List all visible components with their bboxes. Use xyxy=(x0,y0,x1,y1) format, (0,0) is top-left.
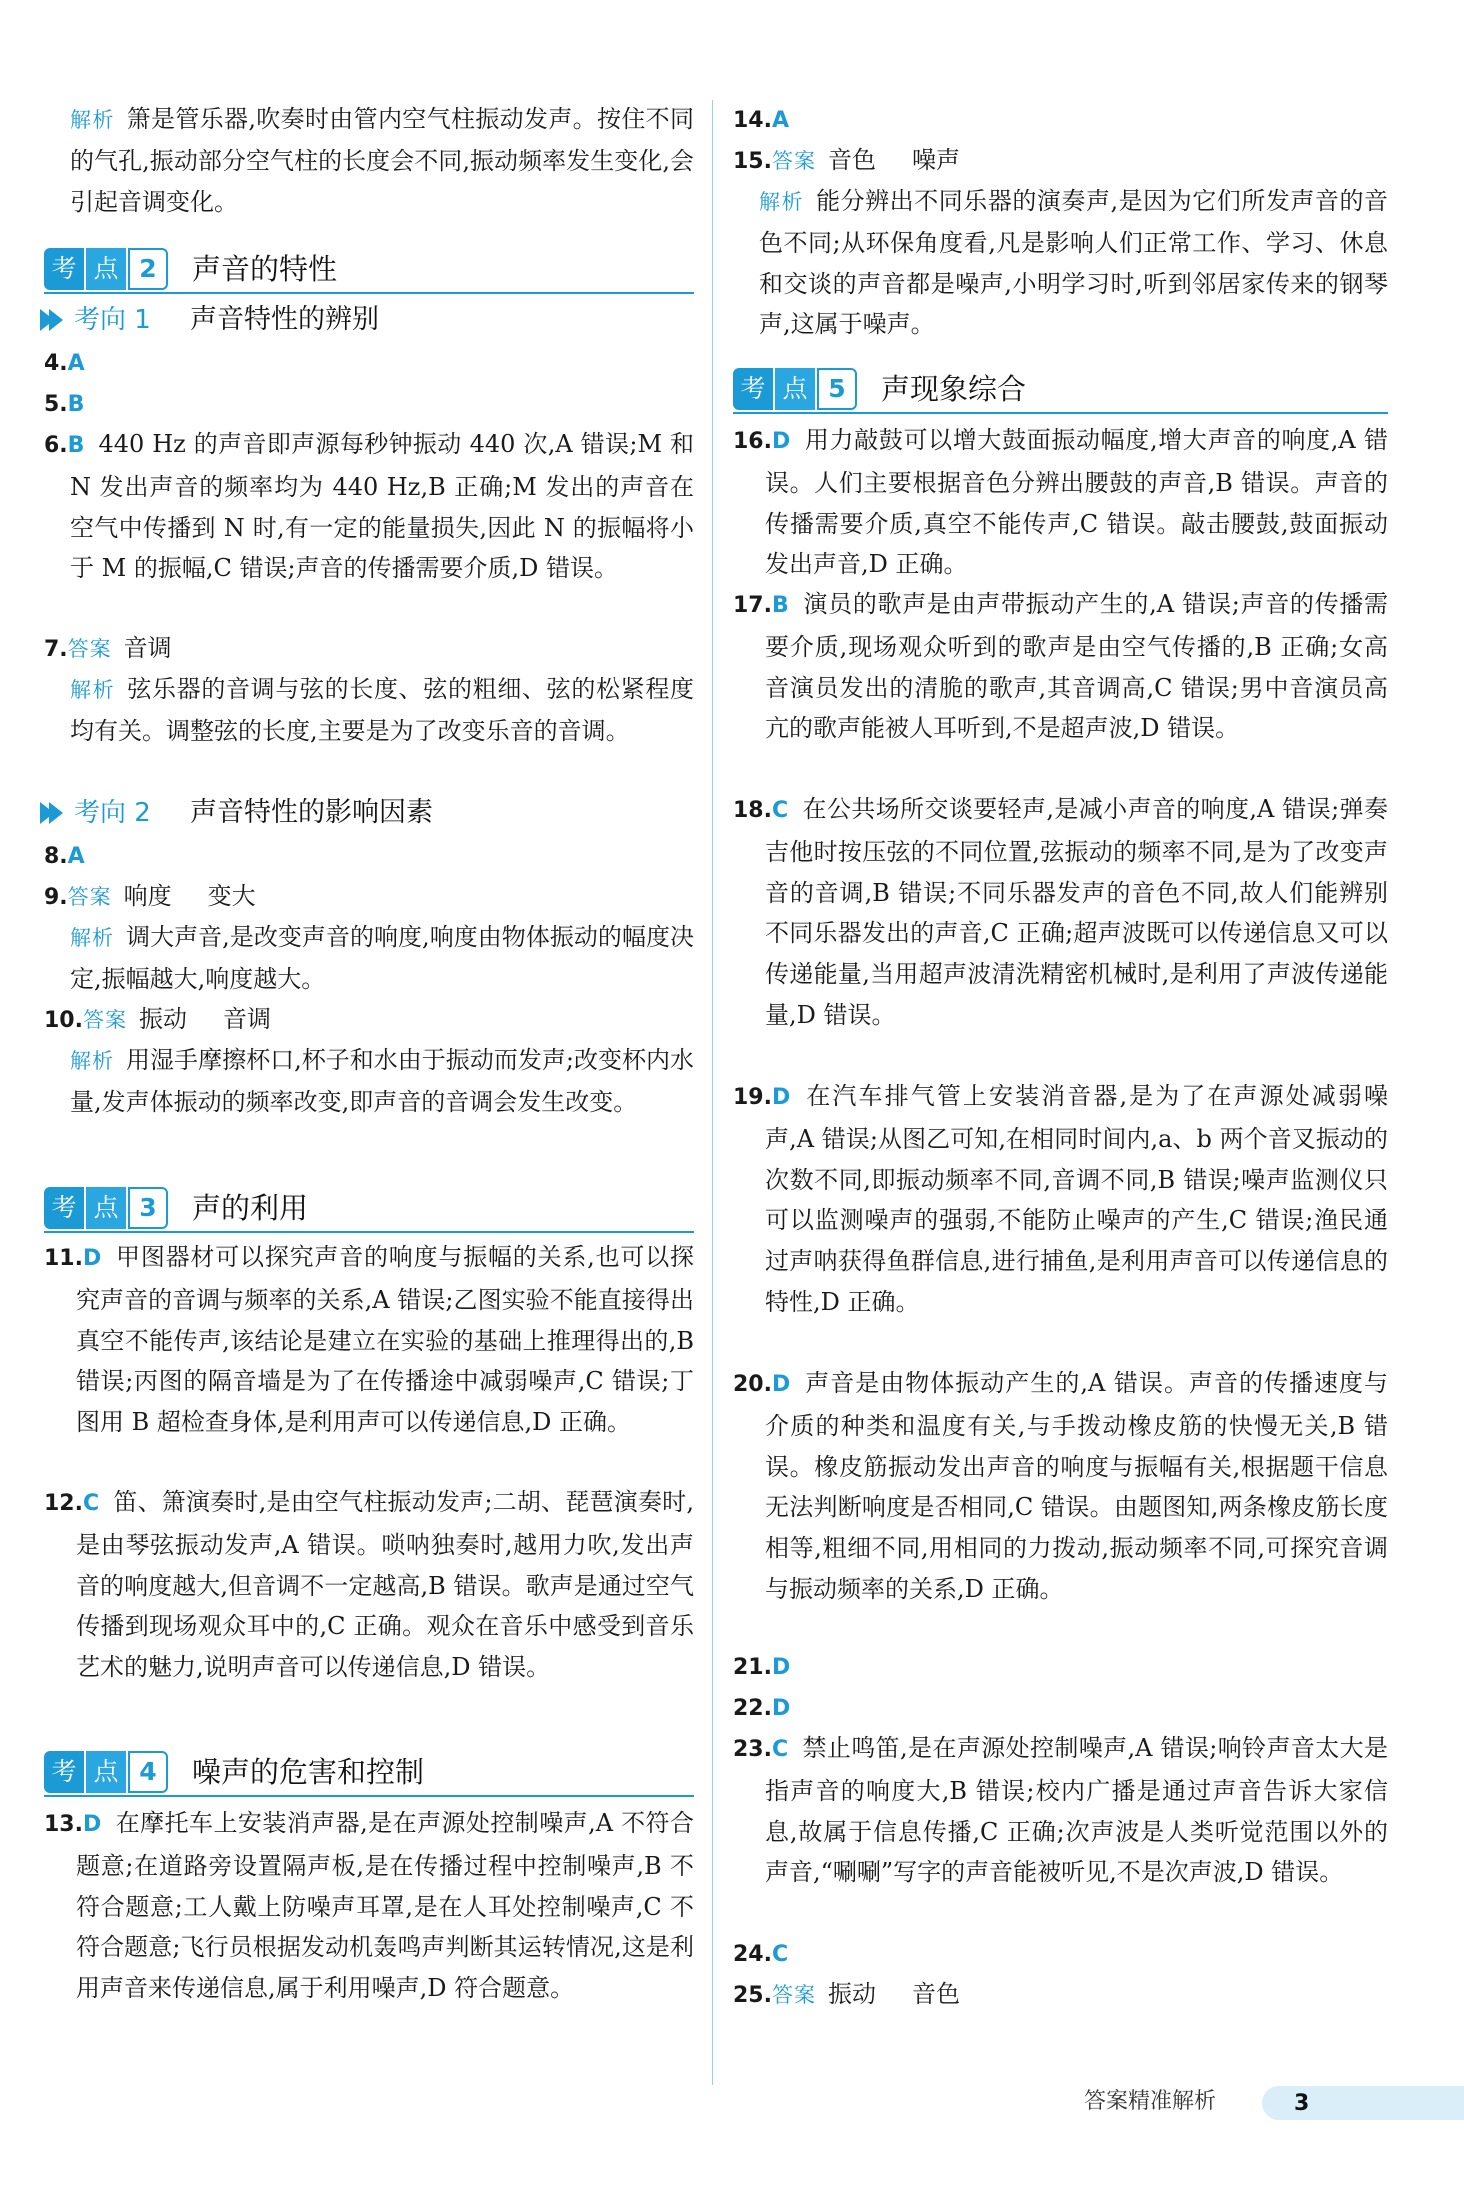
footer-title: 答案精准解析 xyxy=(1084,2089,1217,2114)
explanation-text: 解析 箫是管乐器,吹奏时由管内空气柱振动发声。按住不同的气孔,振动部分空气柱的长度会不同,振动频率发生变化,会引起音调变化。 xyxy=(70,105,694,216)
answer-item: 23.C 禁止鸣笛,是在声源处控制噪声,A 错误;响铃声音太大是指声音的响度大,B 错误;校内广播是通过声音告诉大家信息,故属于信息传播,C 正确;次声波是人类听觉范围以外的声音,“唰唰”写字的声音能被听见,不是次声波,D 错误。 xyxy=(733,1734,1388,1887)
section-title: 噪声的危害和控制 xyxy=(192,1755,425,1789)
section-badge: 考 点 2 xyxy=(44,248,168,290)
answer-item: 14.A xyxy=(733,108,790,133)
answer-item: 9.答案 响度 变大 xyxy=(44,882,256,910)
answer-item: 5.B xyxy=(44,392,85,417)
answer-item: 6.B 440 Hz 的声音即声源每秒钟振动 440 次,A 错误;M 和 N 发出声音的频率均为 440 Hz,B 正确;M 发出的声音在空气中传播到 N 时,有一定的能量损失,因此 N 的振幅将小于 M 的振幅,C 错误;声音的传播需要介质,D 错误。 xyxy=(44,430,694,583)
page-number-bar xyxy=(1262,2086,1464,2120)
section-rule xyxy=(44,1795,694,1797)
section-title: 声现象综合 xyxy=(881,372,1027,406)
section-badge: 考 点 3 xyxy=(44,1187,168,1229)
answer-item: 21.D xyxy=(733,1655,791,1680)
column-divider xyxy=(712,100,713,2085)
section-badge: 考 点 4 xyxy=(44,1751,168,1793)
q3-explanation xyxy=(44,99,694,222)
subsection-1-header: 考向 1 声音特性的辨别 xyxy=(40,300,694,340)
section-title: 声的利用 xyxy=(192,1191,309,1225)
answer-item: 13.D 在摩托车上安装消声器,是在声源处控制噪声,A 不符合题意;在道路旁设置隔声板,是在传播过程中控制噪声,B 不符合题意;工人戴上防噪声耳罩,是在人耳处控制噪声,C 不符合题意;飞行员根据发动机轰鸣声判断其运转情况,这是利用声音来传递信息,属于利用噪声,D 符合题意。 xyxy=(44,1809,694,2003)
answer-item: 18.C 在公共场所交谈要轻声,是减小声音的响度,A 错误;弹奏吉他时按压弦的不同位置,弦振动的频率不同,是为了改变声音的音调,B 错误;不同乐器发声的音色不同,故人们能辨别不同乐器发出的声音,C 正确;超声波既可以传递信息又可以传递能量,当用超声波清洗精密机械时,是利用了声波传递能量,D 错误。 xyxy=(733,795,1388,1029)
explanation: 解析 能分辨出不同乐器的演奏声,是因为它们所发声音的音色不同;从环保角度看,凡是影响人们正常工作、学习、休息和交谈的声音都是噪声,小明学习时,听到邻居家传来的钢琴声,这属于噪声。 xyxy=(759,187,1388,339)
section-5-header xyxy=(733,364,1388,416)
section-4-header xyxy=(44,1747,694,1799)
section-2-header xyxy=(44,244,694,296)
page-number: 3 xyxy=(1294,2091,1310,2116)
answer-item: 19.D 在汽车排气管上安装消音器,是为了在声源处减弱噪声,A 错误;从图乙可知,在相同时间内,a、b 两个音叉振动的次数不同,即振动频率不同,音调不同,B 错误;噪声监测仪只可以监测噪声的强弱,不能防止噪声的产生,C 错误;渔民通过声呐获得鱼群信息,进行捕鱼,是利用声音可以传递信息的特性,D 正确。 xyxy=(733,1082,1388,1316)
section-title: 声音的特性 xyxy=(192,252,338,286)
answer-item: 20.D 声音是由物体振动产生的,A 错误。声音的传播速度与介质的种类和温度有关,与手拨动橡皮筋的快慢无关,B 错误。橡皮筋振动发出声音的响度与振幅有关,根据题干信息无法判断响度是否相同,C 错误。由题图知,两条橡皮筋长度相等,粗细不同,用相同的力拨动,振动频率不同,可探究音调与振动频率的关系,D 正确。 xyxy=(733,1369,1388,1603)
explanation: 解析 用湿手摩擦杯口,杯子和水由于振动而发声;改变杯内水量,发声体振动的频率改变,即声音的音调会发生改变。 xyxy=(70,1046,695,1116)
section-3-header xyxy=(44,1183,694,1235)
explanation: 解析 弦乐器的音调与弦的长度、弦的粗细、弦的松紧程度均有关。调整弦的长度,主要是为了改变乐音的音调。 xyxy=(70,675,695,745)
answer-item: 16.D 用力敲鼓可以增大鼓面振动幅度,增大声音的响度,A 错误。人们主要根据音色分辨出腰鼓的声音,B 错误。声音的传播需要介质,真空不能传声,C 错误。敲击腰鼓,鼓面振动发出声音,D 正确。 xyxy=(733,426,1388,579)
answer-item: 22.D xyxy=(733,1696,791,1721)
answer-item: 7.答案 音调 xyxy=(44,634,172,662)
answer-item: 12.C 笛、箫演奏时,是由空气柱振动发声;二胡、琵琶演奏时,是由琴弦振动发声,A 错误。唢呐独奏时,越用力吹,发出声音的响度越大,但音调不一定越高,B 错误。歌声是通过空气传播到现场观众耳中的,C 正确。观众在音乐中感受到音乐艺术的魅力,说明声音可以传递信息,D 错误。 xyxy=(44,1488,694,1682)
answer-item: 8.A xyxy=(44,844,85,869)
explanation: 解析 调大声音,是改变声音的响度,响度由物体振动的幅度决定,振幅越大,响度越大。 xyxy=(70,923,694,993)
subsection-2-header: 考向 2 声音特性的影响因素 xyxy=(40,793,694,833)
answer-item: 17.B 演员的歌声是由声带振动产生的,A 错误;声音的传播需要介质,现场观众听到的歌声是由空气传播的,B 正确;女高音演员发出的清脆的歌声,其音调高,C 错误;男中音演员高亢的歌声能被人耳听到,不是超声波,D 错误。 xyxy=(733,590,1388,743)
section-rule xyxy=(733,412,1388,414)
answer-item: 4.A xyxy=(44,351,85,376)
section-badge: 考 点 5 xyxy=(733,368,857,410)
section-rule xyxy=(44,1231,694,1233)
page-footer xyxy=(1084,2080,1464,2124)
section-rule xyxy=(44,292,694,294)
answer-item: 24.C xyxy=(733,1942,789,1967)
answer-item: 11.D 甲图器材可以探究声音的响度与振幅的关系,也可以探究声音的音调与频率的关系,A 错误;乙图实验不能直接得出真空不能传声,该结论是建立在实验的基础上推理得出的,B 错误;丙图的隔音墙是为了在传播途中减弱噪声,C 错误;丁图用 B 超检查身体,是利用声可以传递信息,D 正确。 xyxy=(44,1243,694,1437)
answer-item: 25.答案 振动 音色 xyxy=(733,1980,960,2008)
answer-item: 15.答案 音色 噪声 xyxy=(733,146,960,174)
answer-item: 10.答案 振动 音调 xyxy=(44,1005,271,1033)
